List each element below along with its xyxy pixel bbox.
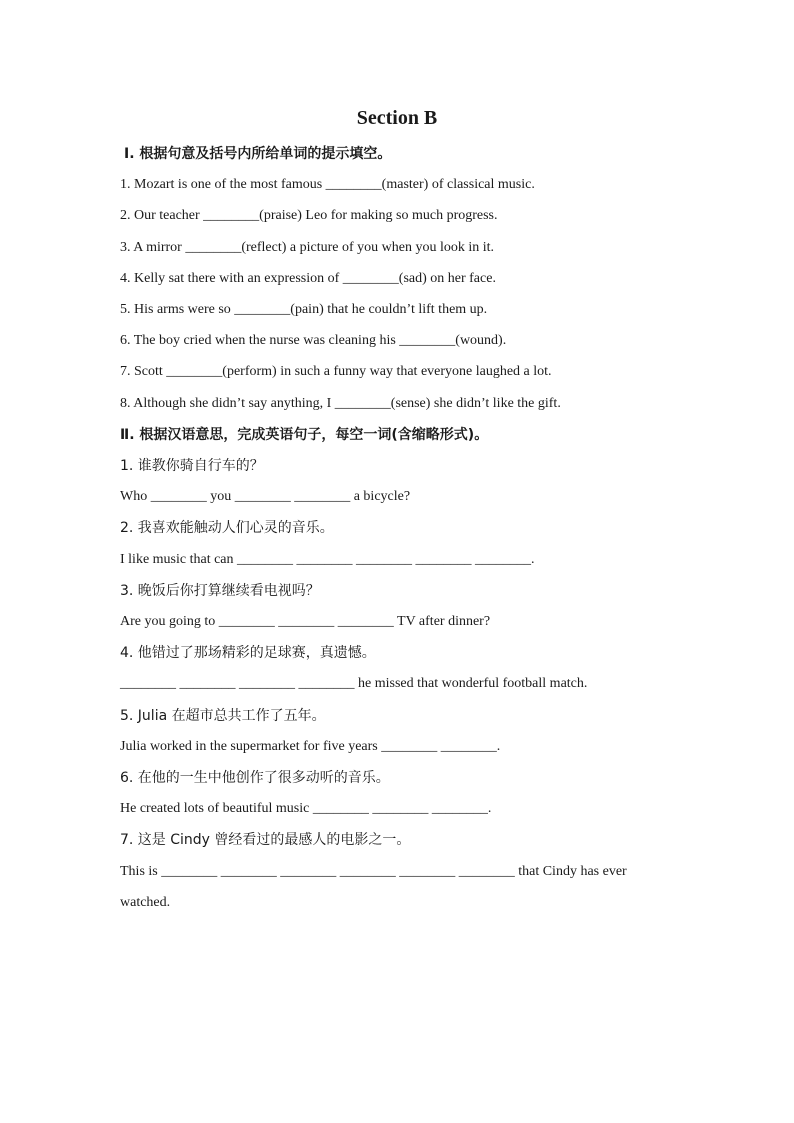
part2-item-2-cn: 2. 我喜欢能触动人们心灵的音乐。 (120, 520, 334, 536)
part2-item-6-en: He created lots of beautiful music ________ ________ ________. (120, 801, 492, 816)
part2-item-5-cn: 5. Julia 在超市总共工作了五年。 (120, 708, 326, 724)
part2-item-1-cn: 1. 谁教你骑自行车的？ (120, 458, 264, 474)
part1-item-4: 4. Kelly sat there with an expression of ________(sad) on her face. (120, 271, 496, 286)
part2-item-7-cn: 7. 这是 Cindy 曾经看过的最感人的电影之一。 (120, 832, 411, 848)
part1-heading: Ⅰ. 根据句意及括号内所给单词的提示填空。 (124, 146, 392, 162)
part1-item-7: 7. Scott ________(perform) in such a funny way that everyone laughed a lot. (120, 364, 552, 379)
part1-item-8: 8. Although she didn’t say anything, I ________(sense) she didn’t like the gift. (120, 396, 561, 411)
part1-item-5: 5. His arms were so ________(pain) that he couldn’t lift them up. (120, 302, 488, 317)
part2-item-3-en: Are you going to ________ ________ ________ TV after dinner? (120, 614, 491, 629)
part1-item-2: 2. Our teacher ________(praise) Leo for making so much progress. (120, 208, 498, 223)
part1-item-3: 3. A mirror ________(reflect) a picture of you when you look in it. (120, 240, 495, 255)
part2-item-3-cn: 3. 晚饭后你打算继续看电视吗？ (120, 583, 320, 599)
part1-item-6: 6. The boy cried when the nurse was cleaning his ________(wound). (120, 333, 507, 348)
part2-item-2-en: I like music that can ________ ________ ________ ________ ________. (120, 552, 535, 567)
part1-item-1: 1. Mozart is one of the most famous ________(master) of classical music. (120, 177, 535, 192)
part2-item-4-en: ________ ________ ________ ________ he missed that wonderful football match. (120, 676, 588, 691)
part2-item-5-en: Julia worked in the supermarket for five years ________ ________. (120, 739, 501, 754)
part2-heading: Ⅱ. 根据汉语意思，完成英语句子，每空一词(含缩略形式)。 (120, 427, 489, 443)
section-title: Section B (356, 107, 438, 129)
part2-item-6-cn: 6. 在他的一生中他创作了很多动听的音乐。 (120, 770, 390, 786)
part2-item-7-en-cont: watched. (120, 895, 171, 910)
part2-item-4-cn: 4. 他错过了那场精彩的足球赛，真遗憾。 (120, 645, 376, 661)
part2-item-1-en: Who ________ you ________ ________ a bicycle? (120, 489, 411, 504)
part2-item-7-en: This is ________ ________ ________ ________ ________ ________ that Cindy has ever (120, 864, 627, 879)
